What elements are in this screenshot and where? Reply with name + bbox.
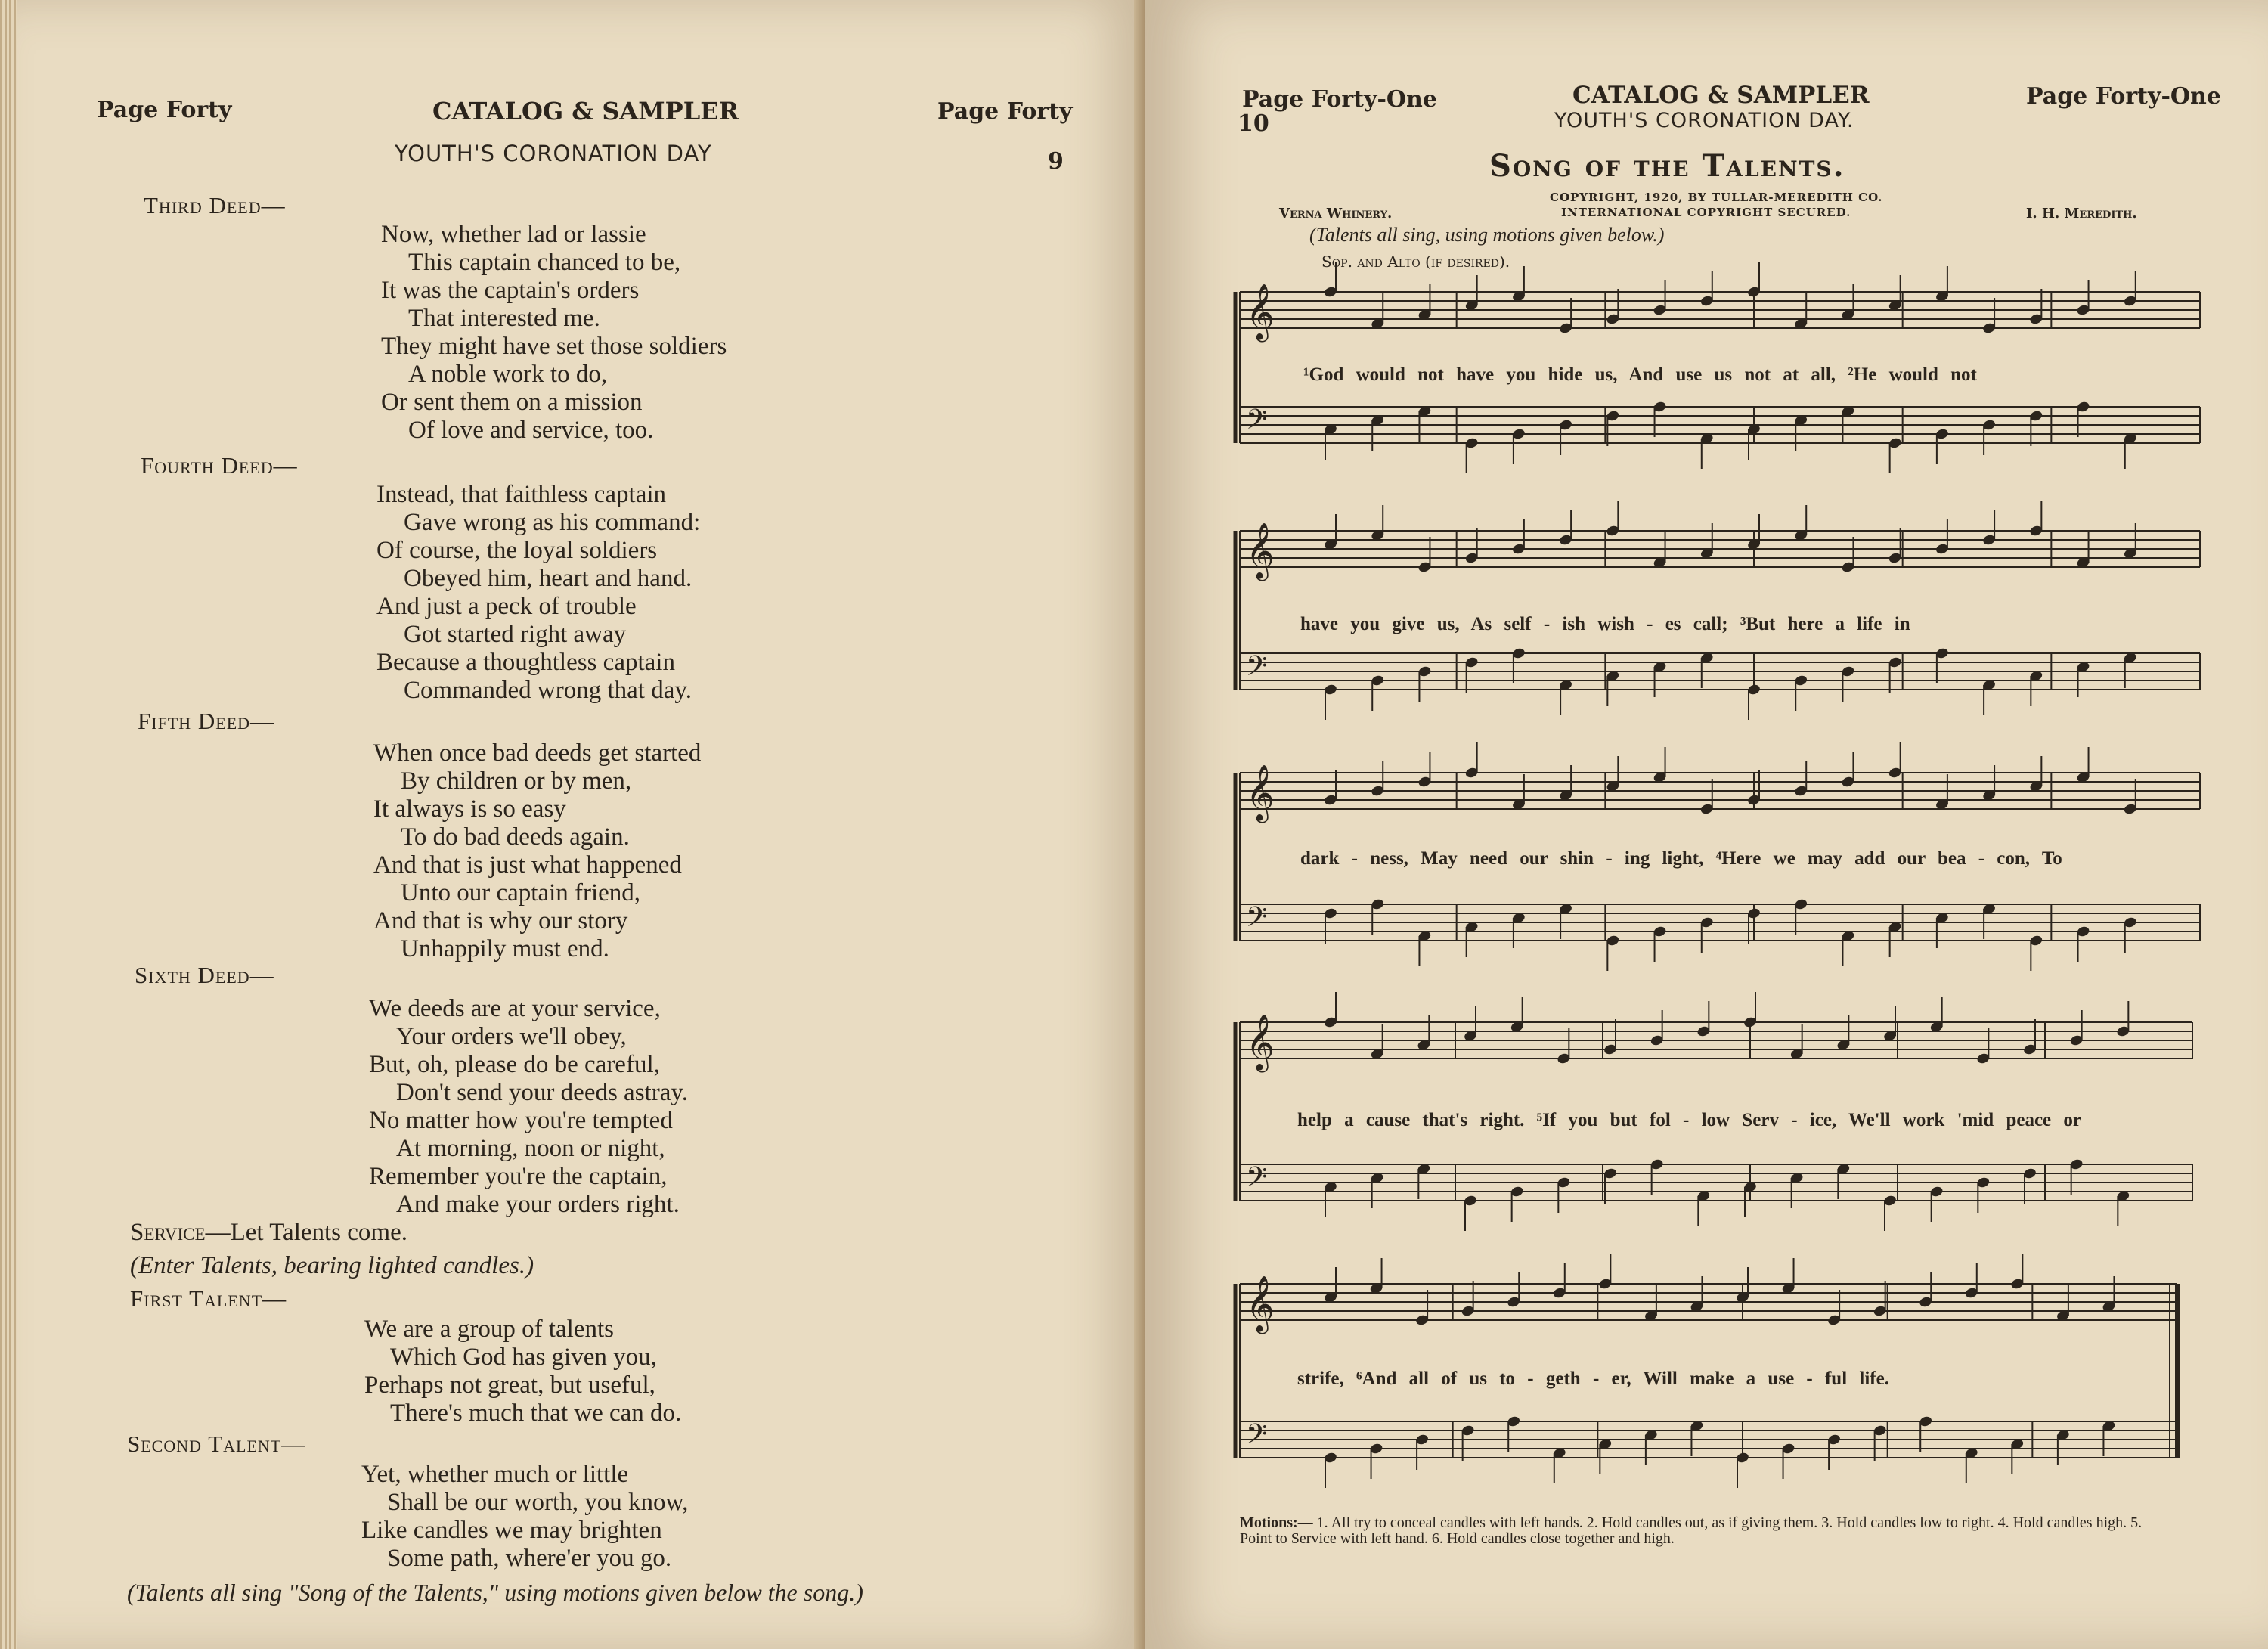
verse-line: This captain chanced to be, <box>408 249 681 276</box>
verse-line: Or sent them on a mission <box>381 389 643 416</box>
verse-line: A noble work to do, <box>408 361 608 388</box>
copyright-line-1: COPYRIGHT, 1920, BY TULLAR-MEREDITH CO. <box>1550 191 1883 204</box>
motions-footnote <box>1240 1515 2170 1547</box>
service-text: —Let Talents come. <box>205 1219 407 1246</box>
lyric-line-2: have you give us, As self - ish wish - es call; ³But here a life in <box>1300 614 1910 634</box>
verse-line: We deeds are at your service, <box>369 995 661 1022</box>
right-page-label-right: Page Forty-One <box>2026 83 2221 110</box>
verse-line: There's much that we can do. <box>390 1399 682 1427</box>
verse-line: Some path, where'er you go. <box>387 1545 672 1572</box>
verse-line: Like candles we may brighten <box>361 1517 662 1544</box>
lyric-line-3: dark - ness, May need our shin - ing light, ⁴Here we may add our bea - con, To <box>1300 848 2062 869</box>
first-talent-heading: First Talent— <box>130 1285 287 1312</box>
bass-clef: 𝄢 <box>1246 1161 1268 1200</box>
motions-label: Motions:— <box>1240 1514 1313 1531</box>
verse-line: And make your orders right. <box>396 1191 680 1218</box>
verse-line: At morning, noon or night, <box>396 1135 665 1162</box>
fifth-deed-heading: Fifth Deed— <box>138 708 275 734</box>
verse-line: Of love and service, too. <box>408 417 654 444</box>
song-title: Song of the Talents. <box>1489 148 1845 184</box>
treble-clef: 𝄞 <box>1246 1015 1275 1071</box>
verse-line: Yet, whether much or little <box>361 1461 629 1488</box>
verse-line: Shall be our worth, you know, <box>387 1489 689 1516</box>
left-header-subtitle: YOUTH'S CORONATION DAY <box>395 141 712 166</box>
verse-line: They might have set those soldiers <box>381 333 727 360</box>
verse-line: Because a thoughtless captain <box>376 649 675 676</box>
verse-line: And that is just what happened <box>373 851 682 879</box>
verse-line: And just a peck of trouble <box>376 593 637 620</box>
fourth-deed-heading: Fourth Deed— <box>141 452 298 479</box>
verse-line: Which God has given you, <box>390 1344 657 1371</box>
verse-line: To do bad deeds again. <box>401 823 630 851</box>
verse-line: Now, whether lad or lassie <box>381 221 646 248</box>
left-page-label-left: Page Forty <box>97 97 232 123</box>
verse-line: By children or by men, <box>401 767 632 795</box>
closing-direction: (Talents all sing "Song of the Talents," using motions given below the song.) <box>127 1579 863 1606</box>
verse-line: Got started right away <box>404 621 627 648</box>
third-deed-heading: Third Deed— <box>144 192 286 219</box>
right-page-number: 10 <box>1238 110 1269 137</box>
verse-line: Gave wrong as his command: <box>404 509 701 536</box>
verse-line: It was the captain's orders <box>381 277 640 304</box>
left-header-title: CATALOG & SAMPLER <box>432 97 739 126</box>
lyric-line-4: help a cause that's right. ⁵If you but fol - low Serv - ice, We'll work 'mid peace or <box>1297 1110 2081 1130</box>
verse-line: Commanded wrong that day. <box>404 677 692 704</box>
verse-line: Perhaps not great, but useful, <box>364 1372 655 1399</box>
second-talent-heading: Second Talent— <box>127 1430 306 1457</box>
motions-text: 1. All try to conceal candles with left hands. 2. Hold candles out, as if giving them. 3. Hold candles low to right. 4. Hold candles high. 5. Point to Service with left hand. 6. Hold candles close together and high. <box>1240 1514 2143 1547</box>
verse-line: Unhappily must end. <box>401 935 609 962</box>
left-page-label-right: Page Forty <box>937 98 1073 125</box>
lyric-line-1: ¹God would not have you hide us, And use us not at all, ²He would not <box>1303 364 1977 385</box>
right-header-title: CATALOG & SAMPLER <box>1572 82 1870 109</box>
sixth-deed-heading: Sixth Deed— <box>135 962 274 988</box>
verse-line: When once bad deeds get started <box>373 739 702 767</box>
verse-line: Obeyed him, heart and hand. <box>404 565 692 592</box>
verse-line: And that is why our story <box>373 907 628 935</box>
verse-line: That interested me. <box>408 305 600 332</box>
verse-line: Don't send your deeds astray. <box>396 1079 688 1106</box>
composer-credit: I. H. Meredith. <box>2026 206 2137 222</box>
copyright-line-2: INTERNATIONAL COPYRIGHT SECURED. <box>1561 206 1851 219</box>
verse-line: No matter how you're tempted <box>369 1107 673 1134</box>
verse-line: Your orders we'll obey, <box>396 1023 627 1050</box>
singing-instruction: (Talents all sing, using motions given below.) <box>1309 224 1665 246</box>
verse-line: Remember you're the captain, <box>369 1163 668 1190</box>
verse-line: Instead, that faithless captain <box>376 481 667 508</box>
treble-clef: 𝄞 <box>1246 765 1275 821</box>
verse-line: It always is so easy <box>373 795 566 823</box>
verse-line: But, oh, please do be careful, <box>369 1051 660 1078</box>
bass-clef: 𝄢 <box>1246 650 1268 689</box>
verse-line: Of course, the loyal soldiers <box>376 537 658 564</box>
service-heading: Service <box>130 1219 206 1246</box>
bass-clef: 𝄢 <box>1246 1418 1268 1457</box>
bass-clef: 𝄢 <box>1246 901 1268 940</box>
treble-clef: 𝄞 <box>1246 284 1275 340</box>
verse-line: We are a group of talents <box>364 1316 614 1343</box>
stage-direction: (Enter Talents, bearing lighted candles.) <box>130 1252 534 1279</box>
treble-clef: 𝄞 <box>1246 1276 1275 1332</box>
left-page-number: 9 <box>1048 148 1064 175</box>
lyricist-credit: Verna Whinery. <box>1279 206 1393 222</box>
treble-clef: 𝄞 <box>1246 523 1275 579</box>
right-page-label-left: Page Forty-One <box>1242 86 1437 113</box>
right-header-subtitle: YOUTH'S CORONATION DAY. <box>1554 109 1854 132</box>
bass-clef: 𝄢 <box>1246 404 1268 442</box>
part-label: Sop. and Alto (if desired). <box>1321 253 1510 271</box>
lyric-line-5: strife, ⁶And all of us to - geth - er, Will make a use - ful life. <box>1297 1368 1889 1389</box>
verse-line: Unto our captain friend, <box>401 879 641 907</box>
